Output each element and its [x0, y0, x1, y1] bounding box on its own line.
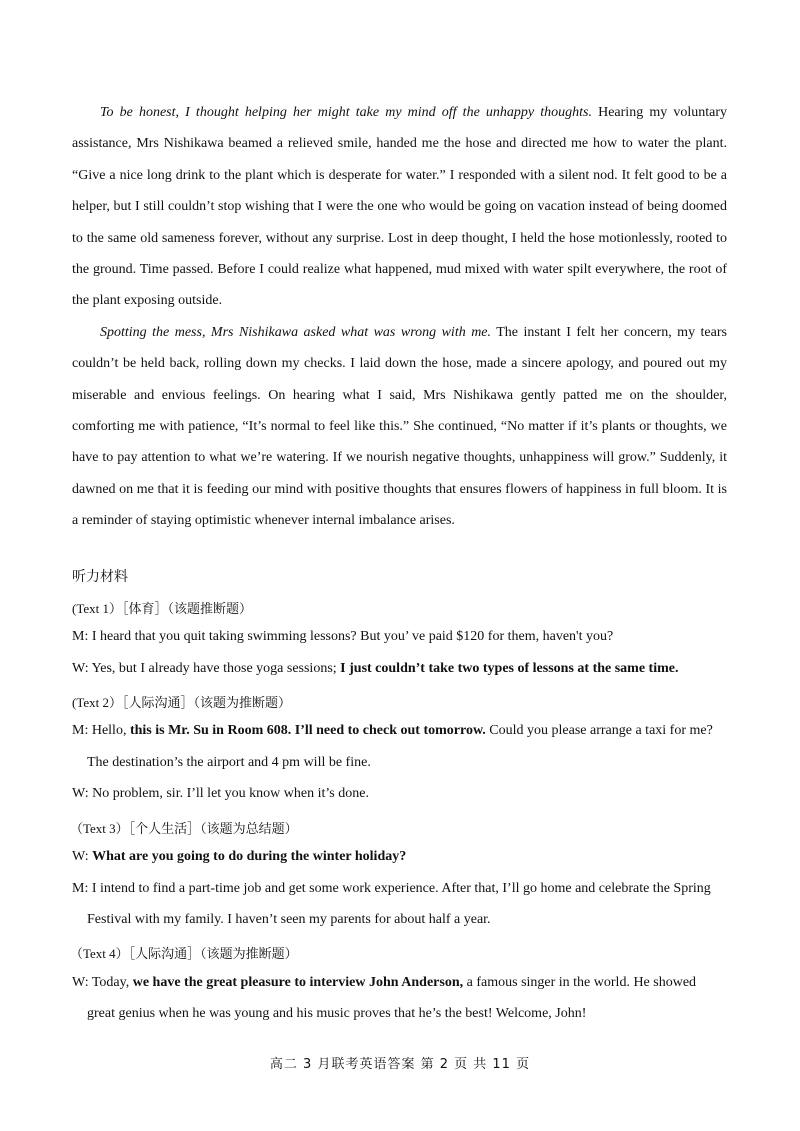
text-3-header — [70, 818, 298, 837]
text-category: ［人际沟通］（该题为推断题） — [128, 947, 298, 962]
page-footer: 高二 3 月联考英语答案 第 2 页 共 11 页 — [269, 1057, 531, 1072]
dialogue-line: M: I intend to find a part-time job and get some work experience. After that, I’ll go home and celebrate the Spring — [72, 881, 711, 896]
dialogue-line: W: Yes, but I already have those yoga sessions; I just couldn’t take two types of lessons at the same time. — [72, 661, 679, 676]
text-category: ［人际沟通］（该题为推断题） — [122, 696, 292, 711]
paragraph-lead-sentence: Spotting the mess, Mrs Nishikawa asked what was wrong with me. — [100, 324, 492, 340]
paragraph-lead-sentence: To be honest, I thought helping her might take my mind off the unhappy thoughts. — [100, 105, 592, 120]
text-category: ［体育］（该题推断题） — [122, 602, 253, 617]
dialogue-line-continued: great genius when he was young and his music proves that he’s the best! Welcome, John! — [87, 1006, 587, 1021]
section-title: 听力材料 — [72, 569, 128, 585]
text-label: （Text 4） — [70, 946, 129, 961]
dialogue-line: W: What are you going to do during the winter holiday? — [72, 849, 407, 864]
text-4-header — [70, 943, 298, 962]
dialogue-line-continued: The destination’s the airport and 4 pm will be fine. — [87, 755, 371, 770]
essay-paragraph-2 — [72, 317, 727, 537]
dialogue-line: M: I heard that you quit taking swimming lessons? But you’ ve paid $120 for them, haven't you? — [72, 629, 614, 644]
dialogue-line: M: Hello, this is Mr. Su in Room 608. I’ll need to check out tomorrow. Could you please arrange a taxi for me? — [72, 723, 713, 738]
dialogue-line-continued: Festival with my family. I haven’t seen my parents for about half a year. — [87, 912, 491, 927]
text-category: ［个人生活］（该题为总结题） — [128, 822, 298, 837]
paragraph-body: The instant I felt her concern, my tears couldn’t be held back, rolling down my checks. I laid down the hose, made a sincere apology, and poured out my miserable and envious feelings. On hearing what I said, Mrs Nishikawa gently patted me on the shoulder, comforting me with patience, “It’s normal to feel like this.” She continued, “No matter if it’s plants or thoughts, we have to pay attention to what we’re watering. If we nourish negative thoughts, unhappiness will grow.” Suddenly, it dawned on me that it is feeding our mind with positive thoughts that ensures flowers of happiness in full bloom. It is a reminder of staying optimistic whenever internal imbalance arises. — [72, 324, 727, 529]
text-2-header — [72, 692, 291, 711]
text-1-header — [72, 598, 252, 617]
text-label: (Text 2） — [72, 695, 122, 710]
text-label: （Text 3） — [70, 821, 129, 836]
dialogue-line: W: No problem, sir. I’ll let you know when it’s done. — [72, 786, 369, 801]
dialogue-line: W: Today, we have the great pleasure to interview John Anderson, a famous singer in the world. He showed — [72, 975, 697, 990]
paragraph-body: Hearing my voluntary assistance, Mrs Nishikawa beamed a relieved smile, handed me the hose and directed me how to water the plant. “Give a nice long drink to the plant which is desperate for water.” I responded with a silent nod. It felt good to be a helper, but I still couldn’t stop wishing that I were the one who would be going on vacation instead of being doomed to the same old sameness forever, without any surprise. Lost in deep thought, I held the hose motionlessly, rooted to the ground. Time passed. Before I could realize what happened, mud mixed with water spilt everywhere, the root of the plant exposing outside. — [72, 105, 727, 309]
text-label: (Text 1） — [72, 601, 122, 616]
essay-paragraph-1 — [72, 97, 727, 317]
essay — [72, 0, 727, 537]
